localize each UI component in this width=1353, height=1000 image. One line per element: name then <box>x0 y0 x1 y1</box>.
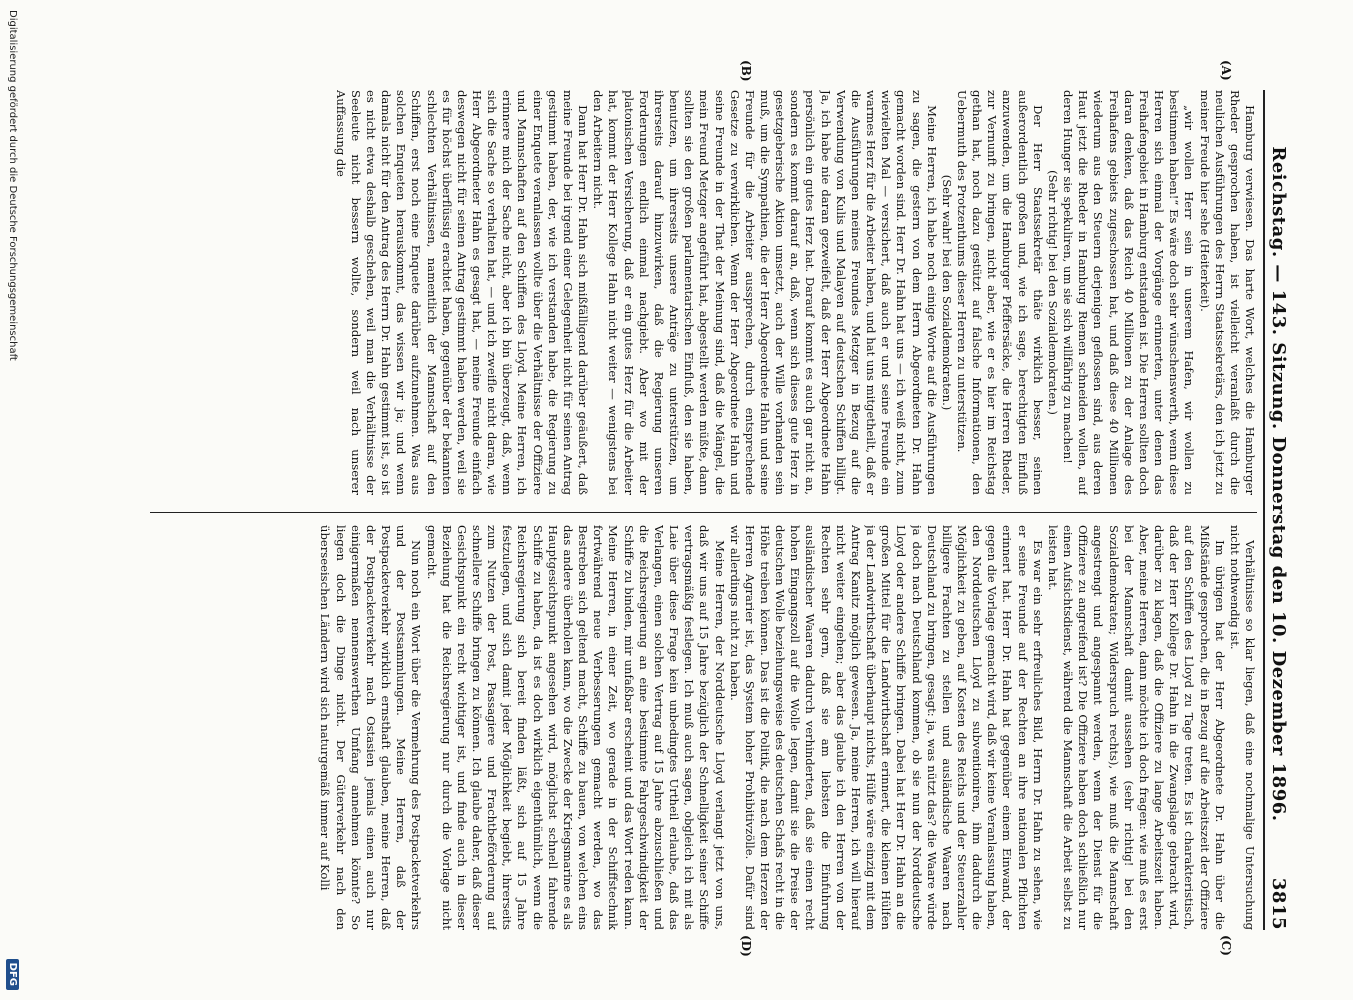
paragraph: Hamburg verwiesen. Das harte Wort, welches die Hamburger Rheder gesprochen haben, ist vielleicht veranlaßt durch die neulichen Ausführungen des Herrn Staatssekretärs, den ich jetzt zu meiner Freude hier sehe (Heiterkeit). <box>1197 90 1257 495</box>
paragraph: Im übrigen hat der Herr Abgeordnete Dr. Hahn über die Mißstände gesprochen, die in Bezug auf die Arbeitszeit der Offiziere auf den Schiffen des Lloyd zu Tage treten. Es ist charakteristisch, daß der Herr Kollege Dr. Hahn in die Zwangslage gebracht wird, darüber zu klagen, daß die Offiziere zu lange Arbeitszeit haben. Aber, meine Herren, dann möchte ich doch fragen: wie muß es erst bei der Mannschaft damit aussehen (sehr richtig! bei den Sozialdemokraten; Widerspruch rechts), wie muß die Mannschaft angestrengt und angespannt werden, wenn der Dienst für die Offiziere zu angreifend ist? Die Offiziere haben doch schließlich nur einen Aufsichtsdienst, während die Mannschaft die Arbeit selbst zu leisten hat. <box>1045 525 1227 930</box>
margin-marker-c: (C) <box>1219 935 1233 956</box>
text-column-left <box>150 90 1257 495</box>
credit-text: Digitalisierung gefördert durch die Deutsche Forschungsgemeinschaft <box>7 10 19 361</box>
column-divider <box>150 512 1257 513</box>
paragraph: Nun noch ein Wort über die Vermehrung des Postpacketverkehrs und der Postsammlungen. Meine Herren, daß der Postpacketverkehr wirklich ernsthaft glauben, meine Herren, daß der Postpacketverkehr nach Ostasien jemals einen auch nur einigermaßen nennenswerthen Umfang annehmen könnte? So liegen doch die Dinge nicht. Der Güterverkehr nach den überseeischen Ländern wird sich naturgemäß immer auf Kolli <box>318 525 424 930</box>
page-header <box>1263 90 1293 930</box>
dfg-logo: DFG <box>7 959 20 990</box>
margin-marker-a: (A) <box>1219 60 1233 81</box>
paragraph: (Sehr wahr! bei den Sozialdemokraten.) <box>939 174 954 411</box>
paragraph: „wir wollen Herr sein in unserem Hafen, wir wollen zu bestimmen haben!“ Es wäre doch sehr wünschenswerth, wenn diese Herren sich einmal der Vorgänge erinnerten, unter denen das Freihafengebiet in Hamburg entstanden ist. Die Herren sollten doch daran denken, daß das Reich 40 Millionen zu der Anlage des Freihafens gebiets zugeschossen hat, und daß diese 40 Millionen wiederum aus den Steuern derjenigen geflossen sind, aus deren Haut jetzt die Rheder in Hamburg Riemen schneiden wollen, auf deren Hunger sie spekuliren, um sie sich willfährig zu machen! <box>1061 90 1197 495</box>
margin-marker-b: (B) <box>739 60 753 82</box>
paragraph: Dann hat Herr Dr. Hahn sich mißfälligend darüber geäußert, daß meine Freunde bei irgend einer Gelegenheit nicht für seinen Antrag gestimmt haben, der, wie ich verstanden habe, die Regierung zu einer Enquete veranlassen wollte über die Verhältnisse der Offiziere und Mannschaften auf den Schiffen des Lloyd. Meine Herren, ich erinnere mich der Sache nicht, aber ich bin überzeugt, daß, wenn sich die Sache so verhalten hat, — und ich zweifle nicht daran, wie Herr Abgeordneter Hahn es gesagt hat, — meine Freunde einfach deswegen nicht für seinen Antrag gestimmt haben werden, weil sie es für höchst überflüssig erachtet haben, gegenüber der bekannten schlechten Verhältnissen, namentlich der Mannschaft auf den Schiffen, erst noch eine Enquete darüber aufzunehmen. Was aus solchen Enqueten herauskommt, das wissen wir ja; und wenn damals nicht für den Antrag des Herrn Dr. Hahn gestimmt ist, so ist es nicht etwa deshalb geschehen, weil man die Verhältnisse der Seeleute nicht bessern wollte, sondern weil nach unserer Auffassung die <box>333 90 591 495</box>
paragraph: Es war ein sehr erfreuliches Bild, Herrn Dr. Hahn zu sehen, wie er seine Freunde auf der Rechten an ihre nationalen Pflichten erinnert hat. Herr Dr. Hahn hat gegenüber einem Einwand, der gegen die Vorlage gemacht wird, daß wir keine Veranlassung haben, den Norddeutschen Lloyd zu subventioniren, ihm dadurch die Möglichkeit zu geben, auf Kosten des Reichs und der Steuerzahler billigere Frachten zu stellen und ausländische Waaren nach Deutschland zu bringen, gesagt: ja, was nützt das? die Waare würde ja doch nach Deutschland kommen, ob sie nun der Norddeutsche Lloyd oder andere Schiffe bringen. Dabei hat Herr Dr. Hahn an die großen Mittel für die Landwirthschaft erinnert, die kleinen Hülfen ja der Landwirthschaft überhaupt nichts, Hülfe wäre einzig mit dem Antrag Kanitz möglich gewesen. Ja, meine Herren, ich will hierauf nicht weiter eingehen; aber das glaube ich den Herren von der Rechten sehr gern, daß sie am liebsten die Einfuhrung ausländischer Waaren dadurch verhinderten, daß sie einen recht hohen Eingangszoll auf die Wolle legen, damit sie die Preise der deutschen Wolle beziehungsweise des deutschen Schafs recht in die Höhe treiben können. Das ist die Politik, die nach dem Herzen der Herren Agrarier ist, das System hoher Prohibitivzölle. Dafür sind wir allerdings nicht zu haben. <box>727 525 1045 930</box>
paragraph: Verhältnisse so klar liegen, daß eine nochmalige Untersuchung nicht nothwendig ist. <box>1227 525 1257 930</box>
paragraph: (Sehr richtig! bei den Sozialdemokraten.) <box>1045 170 1060 415</box>
digitization-credit <box>0 0 26 1000</box>
margin-marker-d: (D) <box>739 935 753 957</box>
paragraph: Der Herr Staatssekretär thäte wirklich besser, seinen außerordentlich großen und, wie ich sage, berechtigten Einfluß anzuwenden, um die Hamburger Pfeffersäcke, die Herren Rheder, zur Vernunft zu bringen, nicht aber, wie er es hier im Reichstag gethan hat, noch dazu gestützt auf falsche Informationen, den Uebermuth des Protzenthums dieser Herren zu unterstützen. <box>955 90 1045 495</box>
paragraph: Meine Herren, der Norddeutsche Lloyd verlangt jetzt von uns, daß wir uns auf 15 Jahre bezüglich der Schnelligkeit seiner Schiffe vertragsmäßig festlegen. Ich muß auch sagen, obgleich ich mit als Laie über diese Frage kein unbedingtes Urtheil erlaube, daß das Verlangen, einen solchen Vertrag auf 15 Jahre abzuschließen und die Reichsregierung an eine bestimmte Fahrgeschwindigkeit der Schiffe zu binden, mir unfaßbar erscheint und das Wort reden kann. Meine Herren, in einer Zeit, wo gerade in der Schiffstechnik fortwährend neue Verbesserungen gemacht werden, wo das Bestreben sich geltend macht, Schiffe zu bauen, von welchen eins das andere überholen kann, wo die Zwecke der Kriegsmarine es als Hauptgesichtspunkt angesehen wird, möglichst schnell fahrende Schiffe zu haben, da ist es doch wirklich eigenthümlich, wenn die Reichsregierung sich bereit finden läßt, sich auf 15 Jahre festzulegen, und sich damit jeder Möglichkeit begiebt, ihrerseits zum Nutzen der Post, Passagiere und Frachtbeförderung auf schnellere Schiffe bringen zu können. Ich glaube daher, daß dieser Gesichtspunkt ein recht wichtiger ist, und finde auch in dieser Beziehung hat die Reichsregierung nur durch die Vorlage nicht gemacht. <box>424 525 727 930</box>
paragraph: Meine Herren, ich habe noch einige Worte auf die Ausführungen zu sagen, die gestern von dem Herrn Abgeordneten Dr. Hahn gemacht worden sind. Herr Dr. Hahn hat uns — ich weiß nicht, zum wievielten Mal — versichert, daß auch er und seine Freunde ein warmes Herz für die Arbeiter haben, und hat uns mitgetheilt, daß er die Ausführungen meines Freundes Metzger in Bezug auf die Verwendung von Kulis und Malayen auf deutschen Schiffen billigt. Ja, ich habe nie daran gezweifelt, daß der Herr Abgeordnete Hahn persönlich ein gutes Herz hat. Darauf kommt es auch gar nicht an, sondern es kommt darauf an, daß, wenn sich dieses gute Herz in gesetzgeberische Aktion umsetzt, auch der Wille vorhanden sein muß, um die Sympathien, die der Herr Abgeordnete Hahn und seine Freunde für die Arbeiter aussprechen, durch entsprechende Gesetze zu verwirklichen. Wenn der Herr Abgeordnete Hahn und seine Freunde in der That der Meinung sind, daß die Mängel, die mein Freund Metzger angeführt hat, abgestellt werden müßte, dann sollten sie den großen parlamentarischen Einfluß, den sie haben, benutzen, um ihrerseits unsere Anträge zu unterstützen, um ihrerseits darauf hinzuwirken, daß die Regierung unseren Forderungen endlich einmal nachgiebt. Aber wo mit der platonischen Versicherung, daß er ein gutes Herz für die Arbeiter hat, kommt der Herr Kollege Hahn nicht weiter — wenigstens bei den Arbeitern nicht. <box>591 90 939 495</box>
text-column-right <box>150 525 1257 930</box>
page-number: 3815 <box>1268 877 1290 930</box>
page-title: Reichstag. — 143. Sitzung. Donnerstag den 10. Dezember 1896. <box>1268 146 1290 822</box>
